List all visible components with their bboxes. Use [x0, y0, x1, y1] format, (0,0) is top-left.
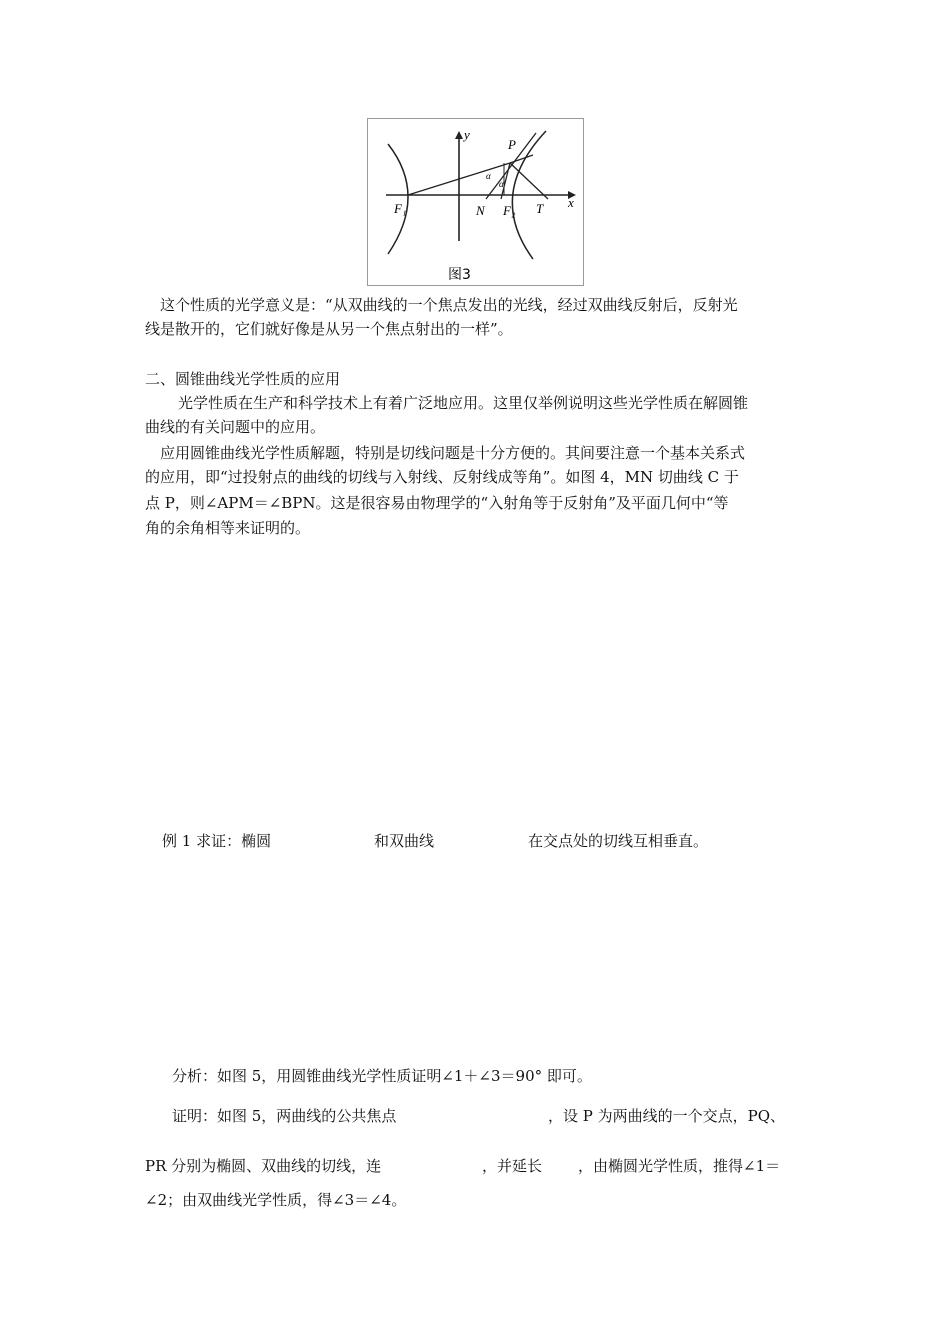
section-title: 二、圆锥曲线光学性质的应用: [145, 370, 341, 388]
proof-line2-part-b: ，并延长: [482, 1157, 543, 1175]
label-x: x: [568, 195, 574, 210]
proof-line1-part-b: ，设 P 为两曲线的一个交点，PQ、: [548, 1107, 786, 1125]
para3-line4: 角的余角相等来证明的。: [145, 519, 311, 537]
para1-line1: 这个性质的光学意义是：“从双曲线的一个焦点发出的光线，经过双曲线反射后，反射光: [160, 296, 738, 314]
proof-line1-part-a: 证明：如图 5，两曲线的公共焦点: [172, 1107, 397, 1125]
y-axis-arrow: [455, 131, 463, 139]
para3-line2: 的应用，即“过投射点的曲线的切线与入射线、反射线成等角”。如图 4，MN 切曲线 C 于: [145, 468, 739, 486]
label-f2: F₂: [503, 203, 516, 218]
para2-line2: 曲线的有关问题中的应用。: [145, 418, 326, 436]
label-y: y: [464, 127, 470, 142]
para3-line1: 应用圆锥曲线光学性质解题，特别是切线问题是十分方便的。其间要注意一个基本关系式: [160, 444, 746, 462]
proof-line3: ∠2；由双曲线光学性质，得∠3＝∠4。: [145, 1191, 407, 1209]
figure-caption: 图3: [448, 267, 471, 283]
example1-part-c: 在交点处的切线互相垂直。: [528, 832, 709, 850]
figure-3: [367, 118, 584, 286]
analysis-line: 分析：如图 5，用圆锥曲线光学性质证明∠1＋∠3＝90° 即可。: [172, 1067, 592, 1085]
left-branch: [388, 144, 408, 254]
hyperbola-diagram: [368, 119, 583, 285]
label-f1: F₁: [394, 201, 407, 216]
proof-line2-part-a: PR 分别为椭圆、双曲线的切线，连: [145, 1157, 382, 1175]
label-t: T: [536, 201, 544, 216]
para2-line1: 光学性质在生产和科学技术上有着广泛地应用。这里仅举例说明这些光学性质在解圆锥: [178, 394, 749, 412]
label-n: N: [476, 203, 485, 218]
example1-part-a: 例 1 求证：椭圆: [162, 832, 272, 850]
example1-part-b: 和双曲线: [374, 832, 435, 850]
proof-line2-part-c: ，由椭圆光学性质，推得∠1＝: [578, 1157, 781, 1175]
para3-line3: 点 P，则∠APM＝∠BPN。这是很容易由物理学的“入射角等于反射角”及平面几何中“等: [145, 494, 729, 512]
label-alpha-1: α: [486, 171, 491, 181]
label-alpha-2: α: [499, 179, 504, 189]
label-p: P: [508, 137, 516, 152]
para1-line2: 线是散开的，它们就好像是从另一个焦点射出的一样”。: [145, 320, 513, 338]
